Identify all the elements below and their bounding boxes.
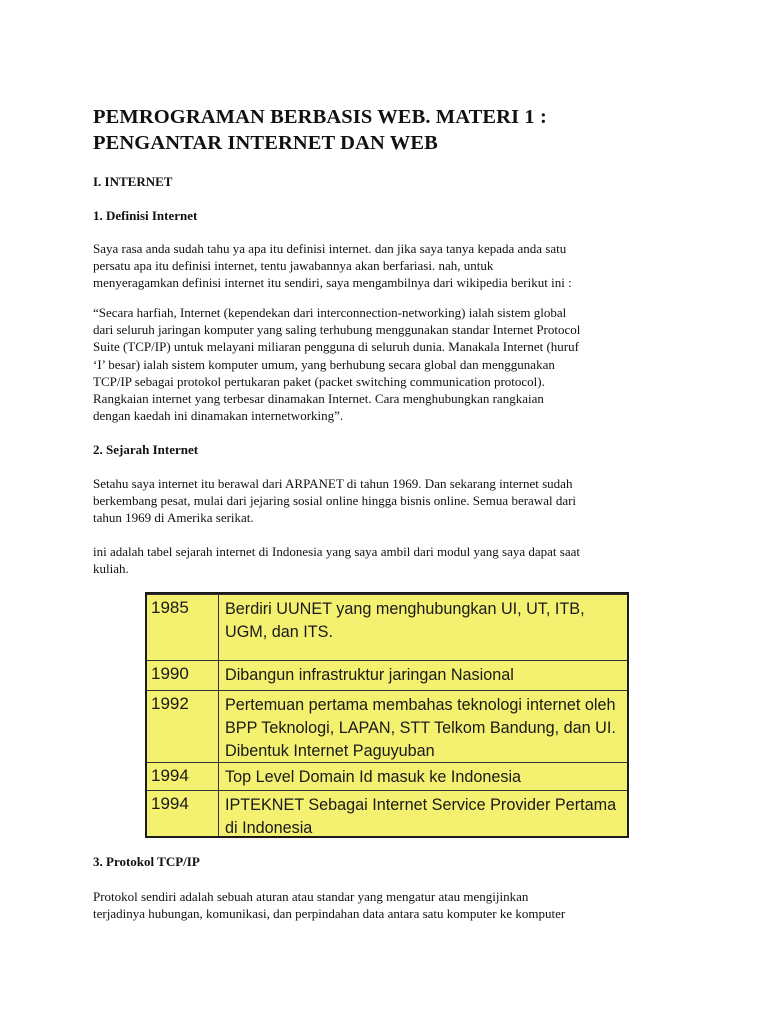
page-title bbox=[93, 104, 693, 156]
text-line: Berdiri UUNET yang menghubungkan UI, UT, ITB, bbox=[225, 600, 585, 618]
text-line: ini adalah tabel sejarah internet di Indonesia yang saya ambil dari modul yang saya dapat saat bbox=[93, 544, 580, 559]
history-table bbox=[145, 592, 629, 838]
text-line: Suite (TCP/IP) untuk melayani miliaran pengguna di seluruh dunia. Manakala Internet (huruf bbox=[93, 339, 579, 355]
paragraph-definition-quote bbox=[93, 304, 683, 424]
text-line: Protokol sendiri adalah sebuah aturan atau standar yang mengatur atau mengijinkan bbox=[93, 889, 529, 904]
table-row bbox=[147, 594, 627, 661]
table-cell-description bbox=[225, 598, 625, 644]
paragraph-history bbox=[93, 475, 683, 527]
paragraph-protocol bbox=[93, 888, 683, 922]
text-line: berkembang pesat, mulai dari jejaring sosial online hingga bisnis online. Semua berawal dari bbox=[93, 493, 577, 509]
table-cell-description bbox=[225, 694, 625, 763]
table-cell-description bbox=[225, 794, 625, 840]
text-line: kuliah. bbox=[93, 561, 129, 577]
text-line: TCP/IP sebagai protokol pertukaran paket (packet switching communication protocol). bbox=[93, 373, 545, 389]
table-cell-description bbox=[225, 664, 625, 687]
table-row bbox=[147, 762, 627, 791]
text-line: Rangkaian internet yang terbesar dinamakan Internet. Cara menghubungkan rangkaian bbox=[93, 391, 544, 407]
title-line: PEMROGRAMAN BERBASIS WEB. MATERI 1 : bbox=[93, 106, 547, 128]
text-line: “Secara harfiah, Internet (kependekan dari interconnection-networking) ialah sistem global bbox=[93, 305, 567, 320]
text-line: Top Level Domain Id masuk ke Indonesia bbox=[225, 768, 522, 786]
section-heading-internet: I. INTERNET bbox=[93, 174, 173, 189]
text-line: UGM, dan ITS. bbox=[225, 623, 333, 641]
table-row bbox=[147, 690, 627, 763]
text-line: Dibangun infrastruktur jaringan Nasional bbox=[225, 666, 514, 684]
text-line: terjadinya hubungan, komunikasi, dan perpindahan data antara satu komputer ke komputer bbox=[93, 906, 566, 922]
table-cell-year: 1994 bbox=[151, 766, 189, 785]
paragraph-table-intro bbox=[93, 543, 683, 577]
text-line: IPTEKNET Sebagai Internet Service Provider Pertama bbox=[225, 796, 617, 814]
text-line: Dibentuk Internet Paguyuban bbox=[225, 742, 435, 760]
text-line: Setahu saya internet itu berawal dari ARPANET di tahun 1969. Dan sekarang internet sudah bbox=[93, 476, 573, 491]
text-line: Pertemuan pertama membahas teknologi internet oleh bbox=[225, 696, 616, 714]
text-line: di Indonesia bbox=[225, 819, 313, 837]
subheading-sejarah: 2. Sejarah Internet bbox=[93, 442, 199, 457]
text-line: BPP Teknologi, LAPAN, STT Telkom Bandung, dan UI. bbox=[225, 719, 616, 737]
table-row bbox=[147, 790, 627, 837]
text-line: Saya rasa anda sudah tahu ya apa itu definisi internet. dan jika saya tanya kepada anda satu bbox=[93, 241, 567, 256]
text-line: dari seluruh jaringan komputer yang saling terhubung menggunakan standar Internet Protocol bbox=[93, 322, 581, 338]
text-line: dengan kaedah ini dinamakan internetworking”. bbox=[93, 408, 344, 424]
text-line: menyeragamkan definisi internet itu sendiri, saya mengambilnya dari wikipedia berikut ini : bbox=[93, 275, 572, 291]
subheading-protokol: 3. Protokol TCP/IP bbox=[93, 854, 200, 869]
table-cell-year: 1985 bbox=[151, 598, 189, 617]
table-cell-year: 1992 bbox=[151, 694, 189, 713]
table-cell-year: 1994 bbox=[151, 794, 189, 813]
table-row bbox=[147, 660, 627, 691]
table-cell-year: 1990 bbox=[151, 664, 189, 683]
text-line: tahun 1969 di Amerika serikat. bbox=[93, 510, 254, 526]
table-cell-description bbox=[225, 766, 625, 789]
text-line: ‘I’ besar) ialah sistem komputer umum, yang berhubung secara global dan menggunakan bbox=[93, 356, 555, 372]
subheading-definisi: 1. Definisi Internet bbox=[93, 208, 198, 223]
paragraph-intro bbox=[93, 240, 683, 292]
text-line: persatu apa itu definisi internet, tentu jawabannya akan berfariasi. nah, untuk bbox=[93, 258, 494, 274]
title-line: PENGANTAR INTERNET DAN WEB bbox=[93, 132, 438, 154]
